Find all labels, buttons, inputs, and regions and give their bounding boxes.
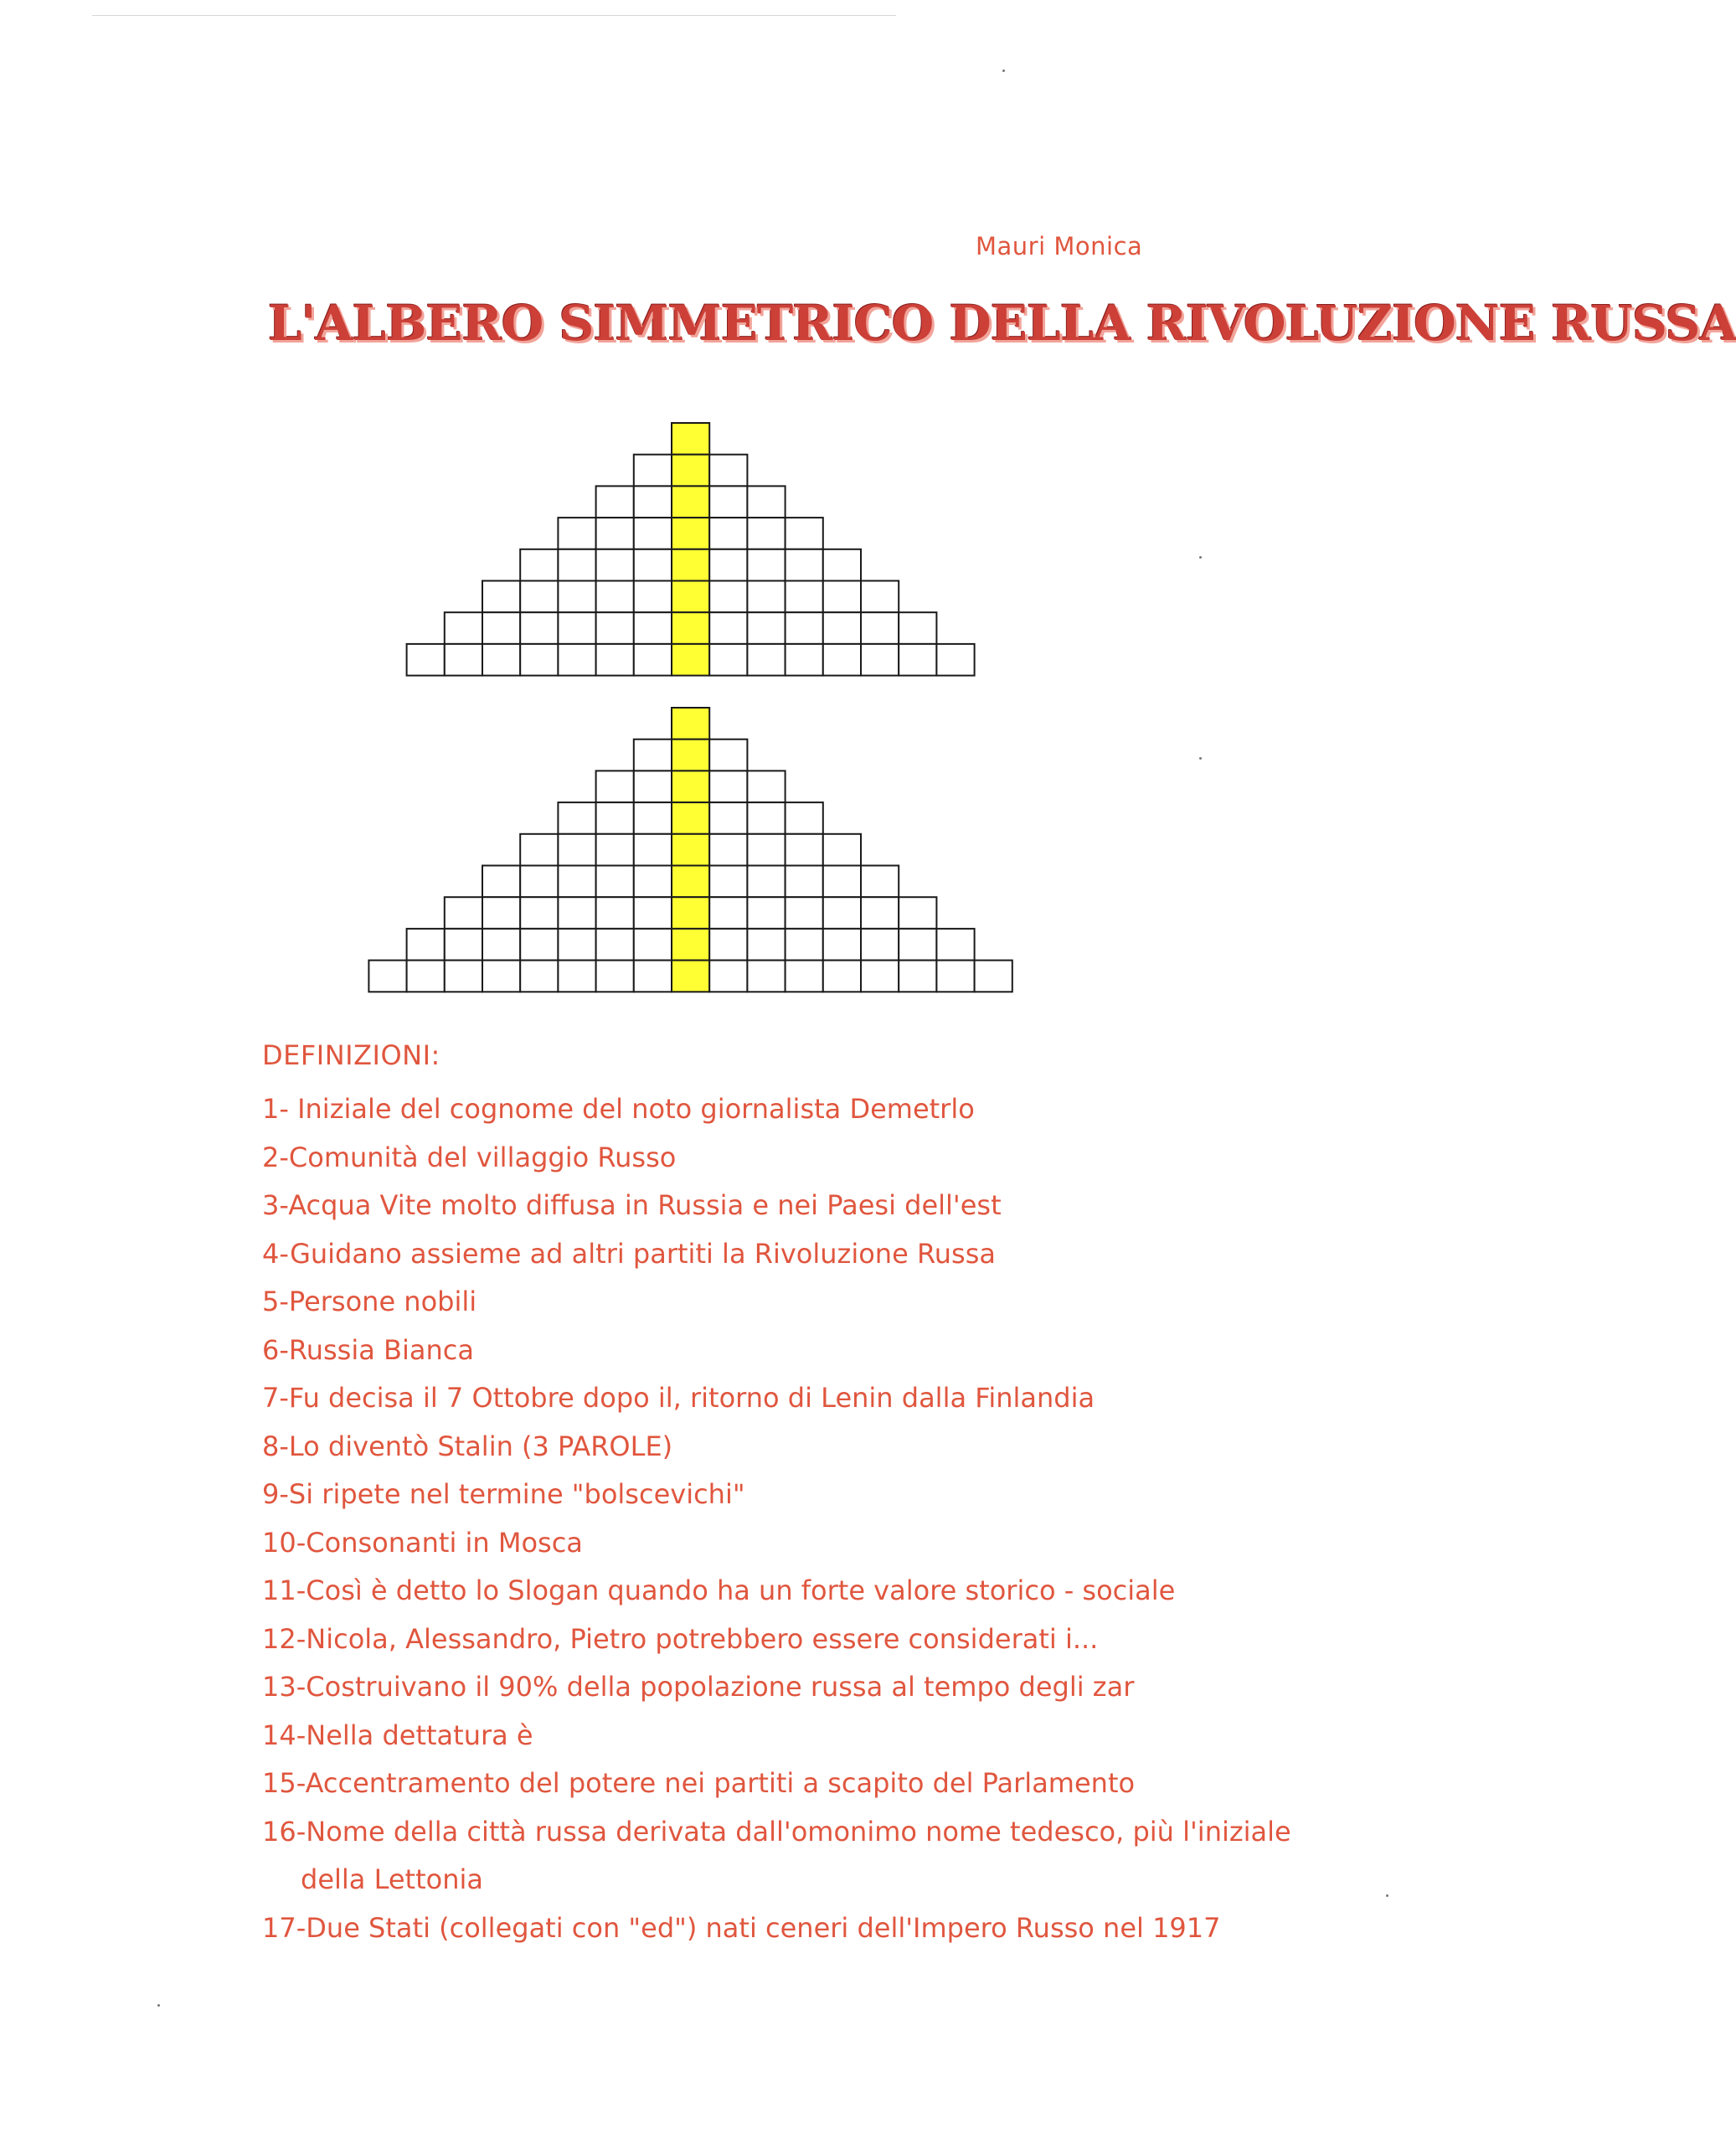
upper-tier-grid-cell[interactable] [482,644,520,676]
upper-tier-grid-cell[interactable] [861,644,899,676]
upper-tier-highlight-cell[interactable] [672,455,709,487]
lower-tier-grid-cell[interactable] [596,802,634,834]
lower-tier-grid-cell[interactable] [482,866,520,898]
definition-item: 8-Lo diventò Stalin (3 PAROLE) [262,1430,673,1462]
worksheet-title: L'ALBERO SIMMETRICO DELLA RIVOLUZIONE RUSSA [268,295,1736,352]
lower-tier-highlight-cell[interactable] [672,770,709,802]
upper-tier-grid-cell[interactable] [936,644,974,676]
upper-tier-grid-cell[interactable] [823,581,861,613]
lower-tier-grid-cell[interactable] [558,834,595,866]
lower-tier-grid-cell[interactable] [558,897,595,929]
upper-tier-grid-cell[interactable] [634,518,672,549]
lower-tier-grid-cell[interactable] [823,961,861,992]
lower-tier-highlight-cell[interactable] [672,708,709,740]
upper-tier-grid-cell[interactable] [634,581,672,613]
lower-tier-grid-cell[interactable] [936,929,974,961]
upper-tier-highlight-cell[interactable] [672,423,709,455]
lower-tier-grid-cell[interactable] [407,961,445,992]
definition-item: 10-Consonanti in Mosca [262,1526,583,1559]
lower-tier-grid-cell[interactable] [520,834,558,866]
upper-tier-grid-cell[interactable] [823,549,861,581]
lower-tier-grid-cell[interactable] [482,961,520,992]
lower-tier-grid-cell[interactable] [786,802,823,834]
lower-tier-grid-cell[interactable] [634,740,672,771]
upper-tier-grid-cell[interactable] [823,644,861,676]
lower-tier-grid-cell[interactable] [861,929,899,961]
lower-tier-grid-cell[interactable] [709,866,747,898]
lower-tier-grid-cell[interactable] [709,929,747,961]
upper-tier-grid-cell[interactable] [596,549,634,581]
lower-tier-grid-cell[interactable] [634,802,672,834]
upper-tier-grid-cell[interactable] [899,612,936,644]
upper-tier-grid-cell[interactable] [558,581,595,613]
upper-tier-grid-cell[interactable] [747,644,785,676]
definition-item: 5-Persone nobili [262,1286,477,1317]
lower-tier-grid-cell[interactable] [747,866,785,898]
upper-tier-grid-cell[interactable] [747,518,785,549]
lower-tier-grid-cell[interactable] [558,866,595,898]
lower-tier-grid-cell[interactable] [747,834,785,866]
upper-tier-grid-cell[interactable] [596,486,634,518]
upper-tier-grid-cell[interactable] [709,518,747,549]
lower-tier-grid-cell[interactable] [558,961,595,992]
upper-tier-grid-cell[interactable] [482,612,520,644]
lower-tier-grid-cell[interactable] [407,929,445,961]
upper-tier-grid-cell[interactable] [786,549,823,581]
lower-tier-grid-cell[interactable] [445,929,482,961]
upper-tier-grid-cell[interactable] [823,612,861,644]
lower-tier-grid-cell[interactable] [709,897,747,929]
lower-tier-grid-cell[interactable] [596,834,634,866]
lower-tier-grid-cell[interactable] [861,961,899,992]
lower-tier-grid-cell[interactable] [709,770,747,802]
lower-tier-grid-cell[interactable] [445,897,482,929]
definition-item-continuation: della Lettonia [301,1863,483,1895]
scan-speck [157,2004,160,2007]
upper-tier-grid-cell[interactable] [786,581,823,613]
definition-item: 9-Si ripete nel termine "bolscevichi" [262,1478,745,1510]
upper-tier-grid-cell[interactable] [445,612,482,644]
upper-tier-highlight-cell[interactable] [672,549,709,581]
upper-tier-grid-cell[interactable] [596,612,634,644]
definition-item: 3-Acqua Vite molto diffusa in Russia e nei Paesi dell'est [262,1189,1002,1221]
lower-tier-grid-cell[interactable] [823,834,861,866]
lower-tier-grid-cell[interactable] [634,834,672,866]
lower-tier-grid-cell[interactable] [634,961,672,992]
definition-item: 15-Accentramento del potere nei partiti a scapito del Parlamento [262,1767,1136,1799]
definition-item: 12-Nicola, Alessandro, Pietro potrebbero essere considerati i... [262,1622,1099,1655]
definition-item: 11-Così è detto lo Slogan quando ha un forte valore storico - sociale [262,1574,1176,1606]
lower-tier-grid-cell[interactable] [786,834,823,866]
upper-tier-grid-cell[interactable] [709,644,747,676]
lower-tier-grid-cell[interactable] [482,929,520,961]
upper-tier-grid-cell[interactable] [520,612,558,644]
lower-tier-grid-cell[interactable] [596,897,634,929]
upper-tier-grid-cell[interactable] [520,581,558,613]
lower-tier-highlight-cell[interactable] [672,740,709,771]
lower-tier-grid-cell[interactable] [936,961,974,992]
upper-tier-grid-cell[interactable] [596,518,634,549]
lower-tier-grid-cell[interactable] [520,866,558,898]
definition-item: 4-Guidano assieme ad altri partiti la Rivoluzione Russa [262,1237,996,1270]
upper-tier-grid-cell[interactable] [520,549,558,581]
upper-tier-grid-cell[interactable] [709,486,747,518]
lower-tier-grid-cell[interactable] [823,866,861,898]
upper-tier-grid-cell[interactable] [634,486,672,518]
lower-tier-grid-cell[interactable] [709,740,747,771]
upper-tier-grid-cell[interactable] [709,581,747,613]
definitions-section [262,1037,1435,1952]
upper-tier-grid-cell[interactable] [634,549,672,581]
upper-tier-grid-cell[interactable] [709,549,747,581]
lower-tier-grid-cell[interactable] [520,929,558,961]
definition-item: 7-Fu decisa il 7 Ottobre dopo il, ritorno di Lenin dalla Finlandia [262,1382,1095,1414]
definition-item: 16-Nome della città russa derivata dall'omonimo nome tedesco, più l'iniziale [262,1815,1291,1848]
lower-tier-grid-cell[interactable] [368,961,406,992]
lower-tier-grid-cell[interactable] [747,770,785,802]
lower-tier-grid-cell[interactable] [596,866,634,898]
lower-tier-grid-cell[interactable] [558,802,595,834]
lower-tier-grid-cell[interactable] [747,802,785,834]
upper-tier-highlight-cell[interactable] [672,612,709,644]
lower-tier-grid-cell[interactable] [747,929,785,961]
upper-tier-grid-cell[interactable] [558,518,595,549]
upper-tier-grid-cell[interactable] [634,612,672,644]
upper-tier-grid-cell[interactable] [747,486,785,518]
definitions-list [262,1085,1435,1952]
upper-tier-highlight-cell[interactable] [672,644,709,676]
definition-item: 14-Nella dettatura è [262,1719,533,1751]
lower-tier-grid-cell[interactable] [899,961,936,992]
upper-tier-grid-cell[interactable] [747,549,785,581]
lower-tier-grid-cell[interactable] [596,961,634,992]
lower-tier-grid-cell[interactable] [482,897,520,929]
definition-item: 1- Iniziale del cognome del noto giornalista Demetrlo [262,1093,975,1125]
upper-tier-grid-cell[interactable] [558,612,595,644]
upper-tier-grid-cell[interactable] [786,518,823,549]
upper-tier-grid-cell[interactable] [596,581,634,613]
lower-tier-grid-cell[interactable] [786,961,823,992]
upper-tier-grid-cell[interactable] [747,581,785,613]
upper-tier-grid-cell[interactable] [407,644,445,676]
lower-tier-grid-cell[interactable] [634,770,672,802]
lower-tier-grid-cell[interactable] [709,802,747,834]
lower-tier-highlight-cell[interactable] [672,897,709,929]
definitions-heading: DEFINIZIONI: [262,1039,440,1071]
upper-tier-grid-cell[interactable] [596,644,634,676]
lower-tier-grid-cell[interactable] [634,866,672,898]
lower-tier-highlight-cell[interactable] [672,866,709,898]
lower-tier-grid-cell[interactable] [975,961,1012,992]
lower-tier-grid-cell[interactable] [596,929,634,961]
lower-tier-grid-cell[interactable] [520,897,558,929]
upper-tier-grid-cell[interactable] [634,644,672,676]
lower-tier-highlight-cell[interactable] [672,961,709,992]
lower-tier-grid-cell[interactable] [747,897,785,929]
upper-tier-grid-cell[interactable] [520,644,558,676]
upper-tier-grid-cell[interactable] [786,612,823,644]
definition-item: 17-Due Stati (collegati con "ed") nati ceneri dell'Impero Russo nel 1917 [262,1911,1221,1944]
upper-tier-highlight-cell[interactable] [672,518,709,549]
lower-tier-grid-cell[interactable] [709,961,747,992]
definition-item: 2-Comunità del villaggio Russo [262,1141,677,1173]
lower-tier-grid-cell[interactable] [558,929,595,961]
lower-tier-grid-cell[interactable] [861,866,899,898]
lower-tier-grid-cell[interactable] [786,866,823,898]
lower-tier-grid-cell[interactable] [899,929,936,961]
upper-tier-highlight-cell[interactable] [672,581,709,613]
upper-tier-highlight-cell[interactable] [672,486,709,518]
lower-tier-grid-cell[interactable] [634,929,672,961]
upper-tier-grid-cell[interactable] [709,612,747,644]
upper-tier-grid-cell[interactable] [899,644,936,676]
author-name: Mauri Monica [976,232,1143,260]
lower-tier-grid-cell[interactable] [823,929,861,961]
lower-tier-grid-cell[interactable] [520,961,558,992]
lower-tier-grid-cell[interactable] [709,834,747,866]
upper-tier-grid-cell[interactable] [558,549,595,581]
upper-tier-grid-cell[interactable] [709,455,747,487]
upper-tier-grid-cell[interactable] [445,644,482,676]
lower-tier-grid-cell[interactable] [596,770,634,802]
lower-tier-grid-cell[interactable] [786,929,823,961]
lower-tier-grid-cell[interactable] [445,961,482,992]
lower-tier-grid-cell[interactable] [899,897,936,929]
upper-tier-grid-cell[interactable] [482,581,520,613]
lower-tier-highlight-cell[interactable] [672,834,709,866]
upper-tier-grid-cell[interactable] [861,612,899,644]
definition-item: 13-Costruivano il 90% della popolazione russa al tempo degli zar [262,1671,1135,1703]
definition-item: 6-Russia Bianca [262,1333,474,1366]
lower-tier-highlight-cell[interactable] [672,802,709,834]
upper-tier-grid-cell[interactable] [786,644,823,676]
crossword-tree-grid [0,0,1736,1005]
lower-tier-grid-cell[interactable] [823,897,861,929]
lower-tier-grid-cell[interactable] [786,897,823,929]
upper-tier-grid-cell[interactable] [747,612,785,644]
upper-tier-grid-cell[interactable] [558,644,595,676]
lower-tier-grid-cell[interactable] [861,897,899,929]
lower-tier-highlight-cell[interactable] [672,929,709,961]
upper-tier-grid-cell[interactable] [634,455,672,487]
lower-tier-grid-cell[interactable] [634,897,672,929]
upper-tier-grid-cell[interactable] [861,581,899,613]
lower-tier-grid-cell[interactable] [747,961,785,992]
